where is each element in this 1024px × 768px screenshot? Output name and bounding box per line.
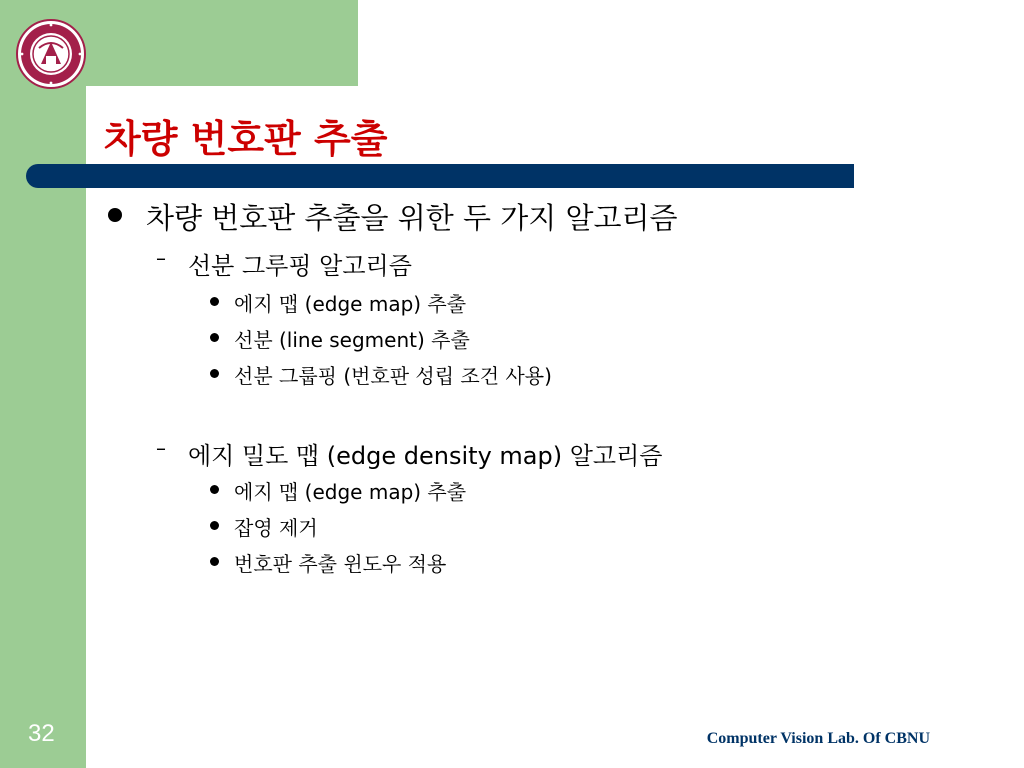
slide-title: 차량 번호판 추출 (104, 117, 388, 161)
dash-icon: – (156, 436, 166, 460)
bullet-dot-icon (210, 297, 219, 306)
bullet-dot-icon (210, 485, 219, 494)
bullet-sub-1-item-2 (234, 324, 470, 353)
bullet-dot-icon (210, 557, 219, 566)
bullet-sub-2-item-3 (234, 548, 446, 577)
bullet-dot-icon (210, 333, 219, 342)
bullet-sub-2 (156, 436, 663, 471)
page-number: 32 (28, 720, 55, 747)
bullet-sub-1-item-3 (234, 360, 552, 389)
bullet-dot-icon (210, 521, 219, 530)
bullet-sub-2-text: 에지 밀도 맵 (edge density map) 알고리즘 (188, 442, 663, 470)
bullet-sub-1 (156, 246, 412, 281)
footer-lab-name: Computer Vision Lab. Of CBNU (706, 730, 930, 747)
dash-icon: – (156, 246, 166, 270)
bullet-item-text: 선분 그룹핑 (번호판 성립 조건 사용) (234, 364, 552, 388)
bullet-sub-2-item-2 (234, 512, 318, 541)
bullet-main (146, 196, 678, 237)
bullet-main-text: 차량 번호판 추출을 위한 두 가지 알고리즘 (146, 201, 678, 235)
bullet-item-text: 번호판 추출 윈도우 적용 (234, 552, 447, 576)
bullet-item-text: 에지 맵 (edge map) 추출 (234, 292, 467, 316)
bullet-sub-1-text: 선분 그루핑 알고리즘 (188, 252, 412, 280)
bullet-dot-icon (210, 369, 219, 378)
bullet-sub-2-item-1 (234, 476, 466, 505)
bullet-sub-1-item-1 (234, 288, 466, 317)
bullet-item-text: 선분 (line segment) 추출 (234, 328, 470, 352)
bullet-item-text: 에지 맵 (edge map) 추출 (234, 480, 467, 504)
bullet-item-text: 잡영 제거 (234, 516, 318, 540)
bullet-dot-icon (108, 208, 122, 222)
